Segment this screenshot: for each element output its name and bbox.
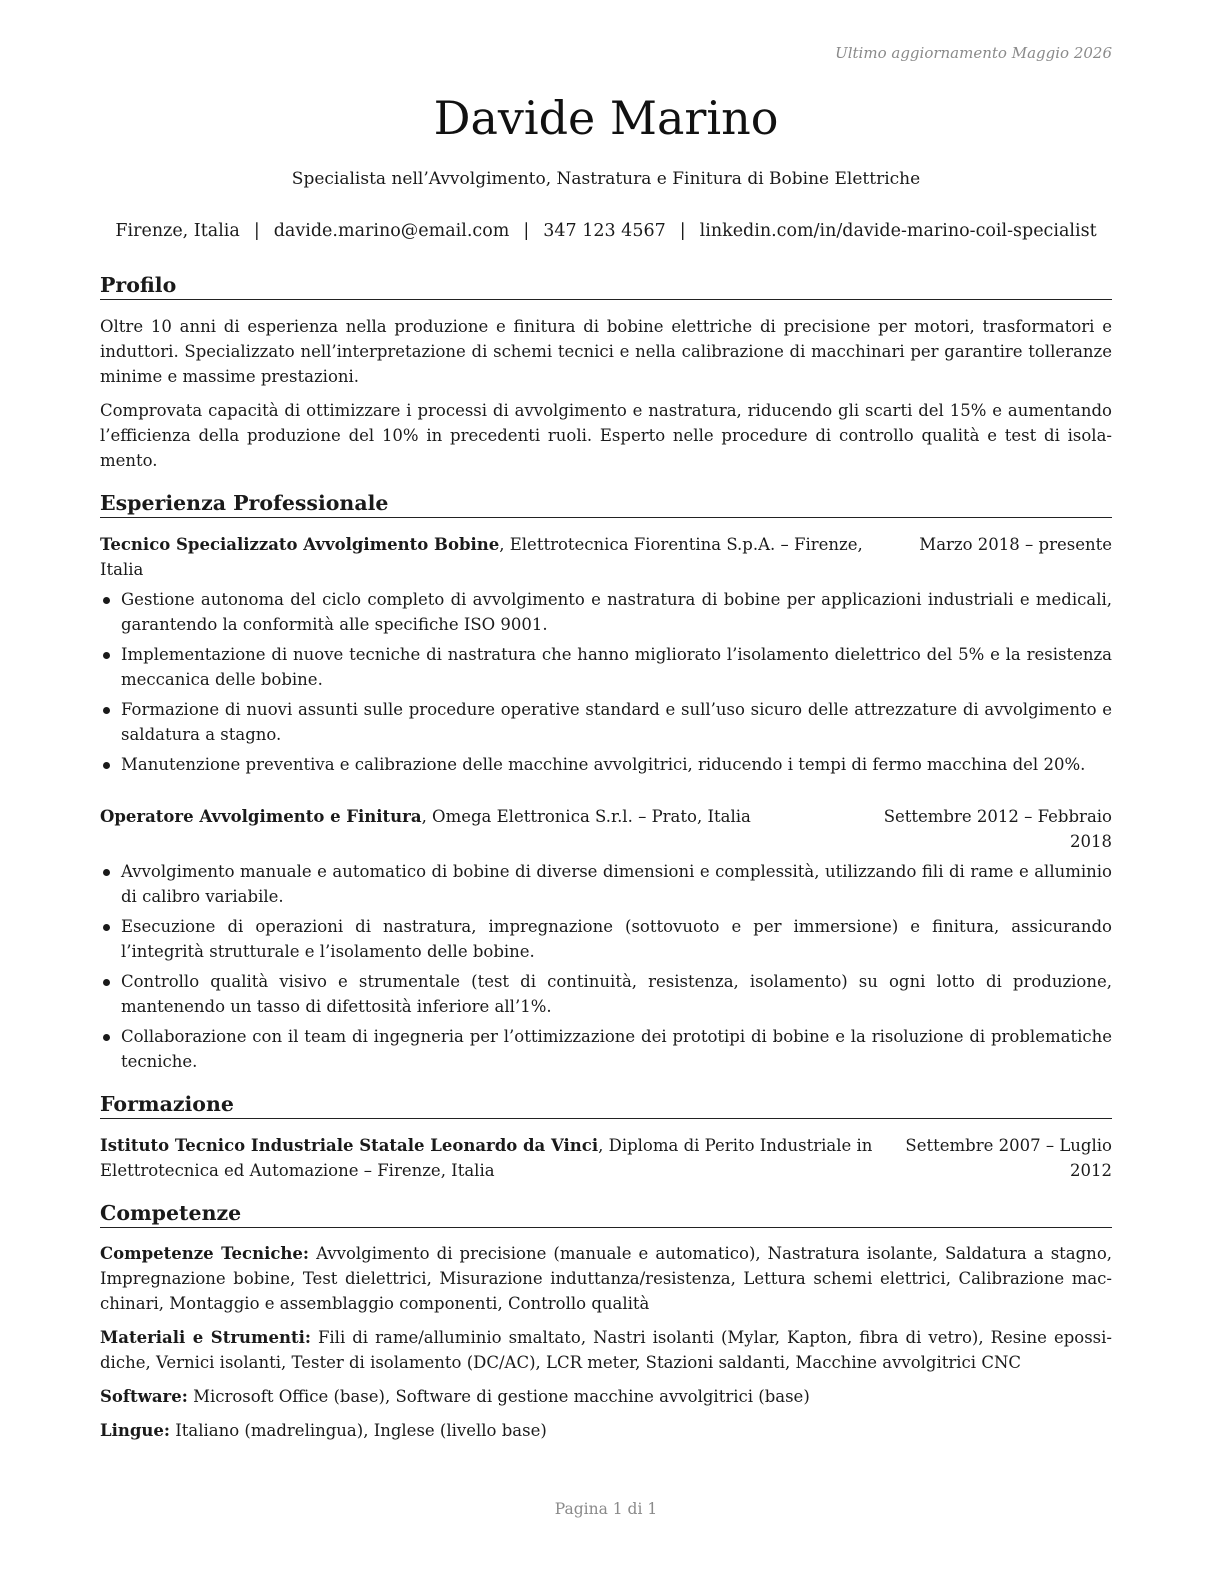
education-dates-line2: 2012 (1070, 1161, 1112, 1180)
skill-row-languages (100, 1418, 1112, 1443)
page-number: Pagina 1 di 1 (554, 1500, 658, 1518)
job-company: , Omega Elettronica S.r.l. – Prato, Italia (421, 807, 751, 826)
contact-city: Firenze, Italia (115, 221, 240, 241)
skill-label: Competenze Tecniche: (100, 1244, 309, 1263)
contact-email[interactable]: davide.marino@email.com (273, 221, 510, 241)
list-item: Avvolgimento manuale e automatico di bobine di diverse dimensioni e complessità, utilizzando fili di rame e alluminio di calibro variabile. (100, 859, 1112, 909)
section-title-experience: Esperienza Professionale (100, 490, 1112, 518)
contact-linkedin[interactable]: linkedin.com/in/davide-marino-coil-specialist (699, 221, 1097, 241)
education-degree-cont: Elettrotecnica ed Automazione – Firenze, Italia (100, 1161, 495, 1180)
job-header (100, 804, 1112, 854)
profile-paragraph-1: Oltre 10 anni di esperienza nella produzione e finitura di bobine elettriche di precisione per motori, trasformatori e induttori. Specializzato nell’interpretazione di schemi tecnici e nella calibrazione di macchinari per garantire tolleranze minime e massime prestazioni. (100, 317, 1112, 386)
skill-row-software (100, 1384, 1112, 1409)
profile-paragraph-2: Comprovata capacità di ottimizzare i processi di avvolgimento e nastratura, riducendo gli scarti del 15% e aumentando l’efficienza della produzione del 10% in precedenti ruoli. Esperto nelle procedure di controllo qualità e test di isola-mento. (100, 401, 1112, 470)
job-bullets (100, 587, 1112, 782)
job-title: Tecnico Specializzato Avvolgimento Bobine (100, 535, 500, 554)
job-bullets (100, 859, 1112, 1079)
job-org (100, 804, 751, 829)
education-org (100, 1133, 980, 1183)
education-dates (905, 1133, 1112, 1183)
list-item: Implementazione di nuove tecniche di nastratura che hanno migliorato l’isolamento dielettrico del 5% e la resistenza meccanica delle bobine. (100, 642, 1112, 692)
contact-separator: | (253, 221, 260, 241)
skill-row-materials (100, 1325, 1112, 1375)
skill-label: Lingue: (100, 1421, 170, 1440)
section-title-profile: Profilo (100, 272, 1112, 300)
skill-row-technical (100, 1241, 1112, 1316)
job-dates: Marzo 2018 – presente (919, 535, 1112, 554)
contact-separator: | (523, 221, 530, 241)
list-item: Formazione di nuovi assunti sulle procedure operative standard e sull’uso sicuro delle attrezzature di avvolgimento e saldatura a stagno. (100, 697, 1112, 747)
candidate-name: Davide Marino (433, 91, 779, 145)
education-dates-line1: Settembre 2007 – Luglio (905, 1136, 1112, 1155)
skill-text: Fili di rame/alluminio smaltato, Nastri isolanti (Mylar, Kapton, fibra di vetro), Resine epossi-diche, Vernici isolanti, Tester di isolamento (DC/AC), LCR meter, Stazioni saldanti, Macchine avvolgitrici CNC (100, 1328, 1112, 1372)
contact-separator: | (679, 221, 686, 241)
list-item: Controllo qualità visivo e strumentale (test di continuità, resistenza, isolamento) su ogni lotto di produzione, mantenendo un tasso di difettosità inferiore all’1%. (100, 969, 1112, 1019)
education-degree: , Diploma di Perito Industriale in (598, 1136, 873, 1155)
list-item: Manutenzione preventiva e calibrazione delle macchine avvolgitrici, riducendo i tempi di fermo macchina del 20%. (100, 752, 1112, 777)
skill-text: Italiano (madrelingua), Inglese (livello base) (175, 1421, 547, 1440)
resume-page (100, 0, 1112, 1584)
list-item: Esecuzione di operazioni di nastratura, impregnazione (sottovuoto e per immersione) e finitura, assicurando l’integrità strutturale e l’isolamento delle bobine. (100, 914, 1112, 964)
job-company: , Elettrotecnica Fiorentina S.p.A. – Firenze, (499, 535, 863, 554)
job-dates-line2: 2018 (1070, 832, 1112, 851)
job-title: Operatore Avvolgimento e Finitura (100, 807, 422, 826)
section-title-education: Formazione (100, 1091, 1112, 1119)
job-dates (884, 804, 1112, 854)
last-updated: Ultimo aggiornamento Maggio 2026 (835, 44, 1112, 62)
contact-phone[interactable]: 347 123 4567 (543, 221, 666, 241)
contact-line (100, 219, 1112, 243)
job-header (100, 532, 1112, 582)
education-entry (100, 1133, 1112, 1183)
skill-text: Microsoft Office (base), Software di gestione macchine avvolgitrici (base) (193, 1387, 810, 1406)
skill-text: Avvolgimento di precisione (manuale e automatico), Nastratura isolante, Saldatura a stagno, Impregnazione bobine, Test dielettrici, Misurazione induttanza/resistenza, Lettura schemi elettrici, Calibrazione mac-chinari, Montaggio e assemblaggio componenti, Controllo qualità (100, 1244, 1112, 1313)
job-dates-line1: Settembre 2012 – Febbraio (883, 807, 1112, 826)
job-org (100, 532, 890, 582)
list-item: Gestione autonoma del ciclo completo di avvolgimento e nastratura di bobine per applicazioni industriali e medicali, garantendo la conformità alle specifiche ISO 9001. (100, 587, 1112, 637)
job-company-cont: Italia (100, 560, 144, 579)
education-school: Istituto Tecnico Industriale Statale Leonardo da Vinci (100, 1136, 599, 1155)
candidate-headline: Specialista nell’Avvolgimento, Nastratura e Finitura di Bobine Elettriche (291, 169, 921, 189)
skill-label: Software: (100, 1387, 188, 1406)
list-item: Collaborazione con il team di ingegneria per l’ottimizzazione dei prototipi di bobine e la risoluzione di problematiche tecniche. (100, 1024, 1112, 1074)
skill-label: Materiali e Strumenti: (100, 1328, 311, 1347)
section-title-skills: Competenze (100, 1200, 1112, 1228)
